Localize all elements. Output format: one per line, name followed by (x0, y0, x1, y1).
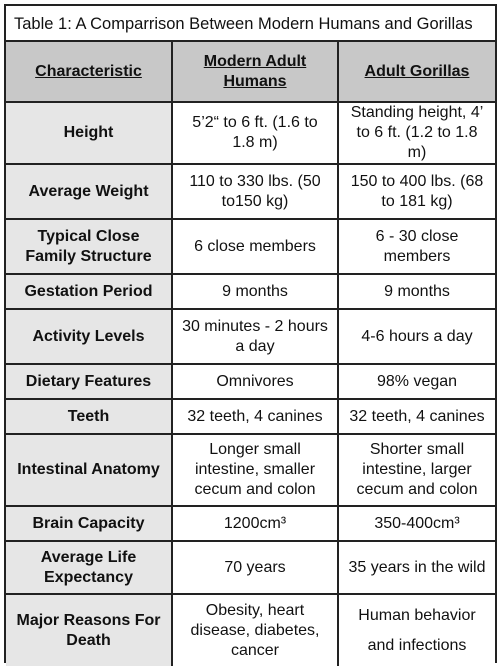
humans-cell: Obesity, heart disease, diabetes, cancer (172, 594, 338, 666)
table-row (6, 364, 495, 399)
row-label: Teeth (6, 399, 172, 434)
row-label: Intestinal Anatomy (6, 434, 172, 506)
row-label: Average Weight (6, 164, 172, 219)
row-label: Activity Levels (6, 309, 172, 364)
row-label: Height (6, 102, 172, 164)
humans-cell: 1200cm³ (172, 506, 338, 541)
table-row (6, 506, 495, 541)
humans-cell: 110 to 330 lbs. (50 to150 kg) (172, 164, 338, 219)
humans-cell: 9 months (172, 274, 338, 309)
row-label: Typical Close Family Structure (6, 219, 172, 274)
comparison-table (6, 42, 495, 666)
row-label: Brain Capacity (6, 506, 172, 541)
gorillas-cell: 350-400cm³ (338, 506, 495, 541)
row-label: Gestation Period (6, 274, 172, 309)
table-row (6, 219, 495, 274)
header-row (6, 42, 495, 102)
row-label: Dietary Features (6, 364, 172, 399)
comparison-table-frame (4, 4, 497, 663)
table-row (6, 541, 495, 594)
gorillas-cell: 32 teeth, 4 canines (338, 399, 495, 434)
humans-cell: 6 close members (172, 219, 338, 274)
table-row (6, 164, 495, 219)
gorillas-cell: 35 years in the wild (338, 541, 495, 594)
humans-cell: 70 years (172, 541, 338, 594)
table-row (6, 594, 495, 666)
row-label: Major Reasons For Death (6, 594, 172, 666)
table-row (6, 309, 495, 364)
humans-cell: Omnivores (172, 364, 338, 399)
table-row (6, 102, 495, 164)
gorillas-cell: 150 to 400 lbs. (68 to 181 kg) (338, 164, 495, 219)
gorillas-cell: Human behavior and infections (338, 594, 495, 666)
gorillas-cell: 6 - 30 close members (338, 219, 495, 274)
table-caption: Table 1: A Comparrison Between Modern Humans and Gorillas (6, 6, 495, 42)
humans-cell: 32 teeth, 4 canines (172, 399, 338, 434)
header-characteristic: Characteristic (6, 42, 172, 102)
humans-cell: 30 minutes - 2 hours a day (172, 309, 338, 364)
humans-cell: 5’2“ to 6 ft. (1.6 to 1.8 m) (172, 102, 338, 164)
table-row (6, 399, 495, 434)
gorillas-cell: Shorter small intestine, larger cecum and colon (338, 434, 495, 506)
row-label: Average Life Expectancy (6, 541, 172, 594)
humans-cell: Longer small intestine, smaller cecum and colon (172, 434, 338, 506)
table-row (6, 274, 495, 309)
table-row (6, 434, 495, 506)
gorillas-cell: 4-6 hours a day (338, 309, 495, 364)
gorillas-cell: 9 months (338, 274, 495, 309)
header-humans: Modern Adult Humans (172, 42, 338, 102)
gorillas-cell: 98% vegan (338, 364, 495, 399)
gorillas-cell: Standing height, 4’ to 6 ft. (1.2 to 1.8 m) (338, 102, 495, 164)
header-gorillas: Adult Gorillas (338, 42, 495, 102)
